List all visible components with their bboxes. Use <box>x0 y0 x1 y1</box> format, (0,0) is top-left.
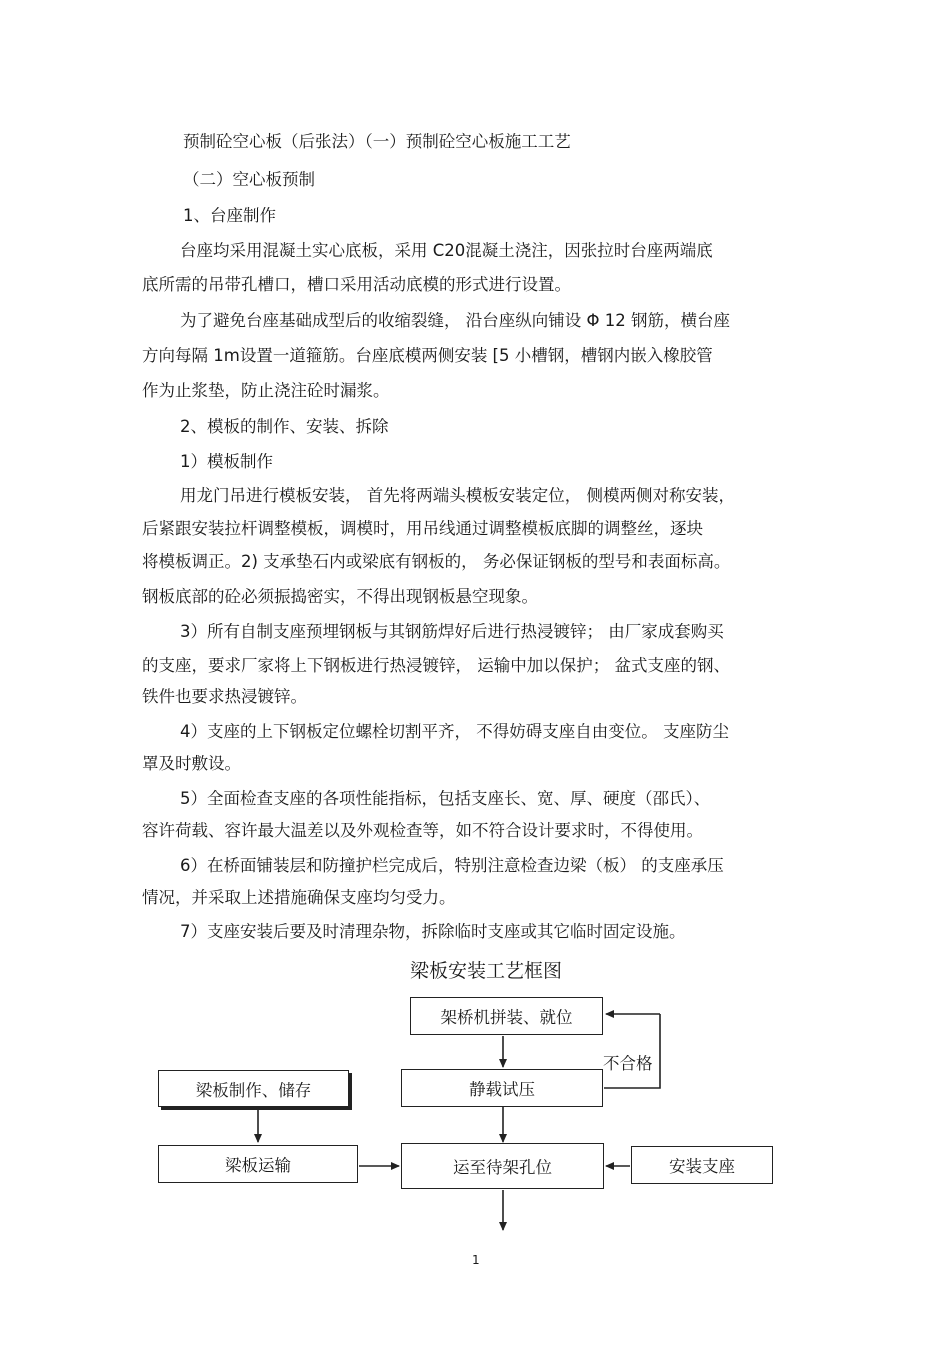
node-to-span: 运至待架孔位 <box>401 1143 604 1189</box>
text-line-6: 为了避免台座基础成型后的收缩裂缝， 沿台座纵向铺设 Φ 12 钢筋，横台座 <box>180 311 730 330</box>
text-line-8: 作为止浆垫，防止浇注砼时漏浆。 <box>142 381 390 400</box>
text-line-1: 预制砼空心板（后张法）（一）预制砼空心板施工工艺 <box>183 132 571 151</box>
flowchart-title: 梁板安装工艺框图 <box>410 960 563 982</box>
text-line-12: 后紧跟安装拉杆调整模板，调模时，用吊线通过调整模板底脚的调整丝，逐块 <box>142 519 703 538</box>
fail-loop-line <box>604 1014 660 1088</box>
text-line-24: 7）支座安装后要及时清理杂物，拆除临时支座或其它临时固定设施。 <box>180 922 686 941</box>
text-line-21: 容许荷载、容许最大温差以及外观检查等，如不符合设计要求时，不得使用。 <box>142 821 703 840</box>
text-line-23: 情况，并采取上述措施确保支座均匀受力。 <box>142 888 456 907</box>
text-line-16: 的支座，要求厂家将上下钢板进行热浸镀锌， 运输中加以保护； 盆式支座的钢、 <box>142 656 730 675</box>
text-line-14: 钢板底部的砼必须振捣密实，不得出现钢板悬空现象。 <box>142 587 538 606</box>
text-line-17: 铁件也要求热浸镀锌。 <box>142 687 307 706</box>
text-line-4: 台座均采用混凝土实心底板，采用 C20混凝土浇注，因张拉时台座两端底 <box>180 241 713 260</box>
node-bearing: 安装支座 <box>631 1146 773 1184</box>
text-line-2: （二）空心板预制 <box>183 170 315 189</box>
text-line-10: 1）模板制作 <box>180 452 273 471</box>
node-transport: 梁板运输 <box>158 1145 358 1183</box>
text-line-3: 1、台座制作 <box>183 206 276 225</box>
text-line-7: 方向每隔 1m设置一道箍筋。台座底模两侧安装 [5 小槽钢，槽钢内嵌入橡胶管 <box>142 346 713 365</box>
text-line-22: 6）在桥面铺装层和防撞护栏完成后，特别注意检查边梁（板） 的支座承压 <box>180 856 724 875</box>
node-assemble: 架桥机拼装、就位 <box>410 997 603 1035</box>
text-line-15: 3）所有自制支座预埋钢板与其钢筋焊好后进行热浸镀锌； 由厂家成套购买 <box>180 622 724 641</box>
text-line-5: 底所需的吊带孔槽口，槽口采用活动底模的形式进行设置。 <box>142 275 571 294</box>
text-line-11: 用龙门吊进行模板安装， 首先将两端头模板安装定位， 侧模两侧对称安装， <box>180 486 735 505</box>
fail-label: 不合格 <box>603 1054 653 1073</box>
text-line-18: 4）支座的上下钢板定位螺栓切割平齐， 不得妨碍支座自由变位。 支座防尘 <box>180 722 729 741</box>
text-line-19: 罩及时敷设。 <box>142 754 241 773</box>
page-number: 1 <box>472 1253 480 1267</box>
node-fabricate: 梁板制作、储存 <box>158 1070 349 1107</box>
text-line-13: 将模板调正。2) 支承垫石内或梁底有钢板的， 务必保证钢板的型号和表面标高。 <box>142 552 731 571</box>
node-load-test: 静载试压 <box>401 1069 603 1107</box>
text-line-9: 2、模板的制作、安装、拆除 <box>180 417 389 436</box>
text-line-20: 5）全面检查支座的各项性能指标，包括支座长、宽、厚、硬度（邵氏）、 <box>180 789 711 808</box>
